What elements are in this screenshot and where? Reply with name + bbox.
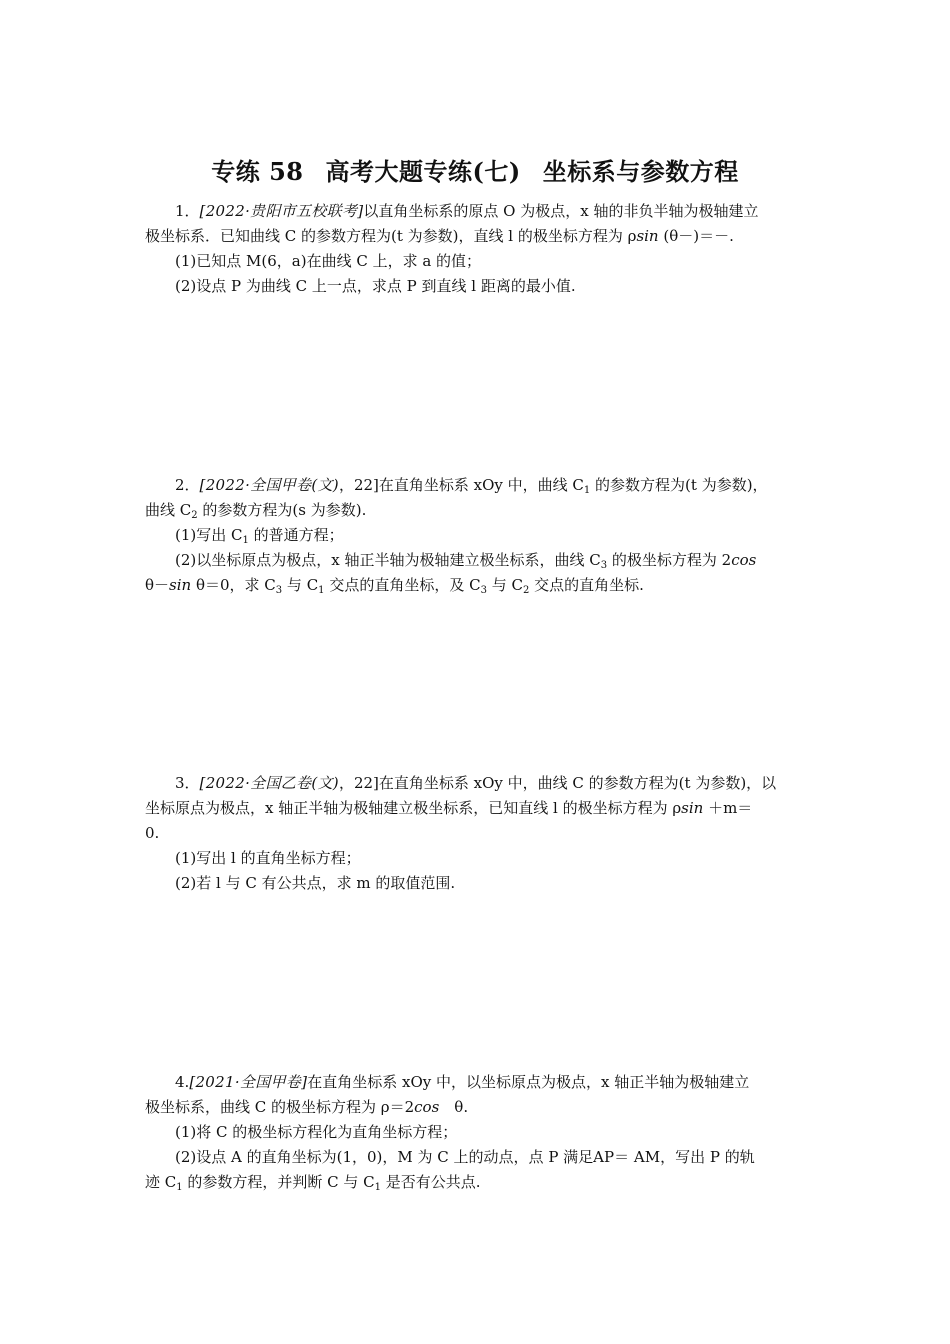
- title-topic: 高考大题专练(七): [325, 157, 521, 186]
- problem-3-line-2: 坐标原点为极点，x 轴正半轴为极轴建立极坐标系，已知直线 l 的极坐标方程为 ρsin ＋m＝: [145, 799, 753, 817]
- problem-3: [145, 771, 807, 896]
- problem-4: [145, 1070, 807, 1195]
- title-subject: 坐标系与参数方程: [542, 157, 739, 186]
- problem-2-line-5: θ－sin θ＝0，求 $C_3$ 与 $C_1$ 交点的直角坐标，及 $C_3$ 与 $C_2$ 交点的直角坐标.: [145, 576, 644, 596]
- problem-number: 2．: [175, 476, 200, 494]
- problem-2: [145, 473, 807, 598]
- problem-1-line-1: 1．[2022·贵阳市五校联考]以直角坐标系的原点 O 为极点，x 轴的非负半轴为极轴建立: [175, 202, 759, 220]
- problem-number: 1．: [175, 202, 200, 220]
- problem-1-question-1: (1)已知点 M(6，a)在曲线 C 上，求 a 的值；: [175, 252, 482, 270]
- problem-2-line-1: 2．[2022·全国甲卷(文)，22]在直角坐标系 xOy 中，曲线 $C_1$ 的参数方程为(t 为参数)，: [175, 476, 768, 496]
- problem-1-line-2: 极坐标系．已知曲线 C 的参数方程为(t 为参数)，直线 l 的极坐标方程为 ρsin (θ－)＝－.: [145, 227, 734, 245]
- problem-2-line-2: 曲线 $C_2$ 的参数方程为(s 为参数).: [145, 501, 367, 521]
- problem-number: 3．: [175, 774, 200, 792]
- title-series: 专练 58: [211, 157, 304, 186]
- problem-4-question-2: (2)设点 A 的直角坐标为(1，0)，M 为 C 上的动点，点 P 满足AP＝ AM，写出 P 的轨: [175, 1148, 755, 1166]
- problem-3-line-3: 0.: [145, 824, 160, 842]
- page-title: [0, 152, 950, 187]
- problem-1-question-2: (2)设点 P 为曲线 C 上一点，求点 P 到直线 l 距离的最小值.: [175, 277, 576, 295]
- problem-4-line-5: 迹 $C_1$ 的参数方程，并判断 C 与 $C_1$ 是否有公共点.: [145, 1173, 481, 1193]
- problem-source: [2022·全国甲卷(文): [199, 476, 339, 494]
- problem-4-line-2: 极坐标系，曲线 C 的极坐标方程为 ρ＝2cos θ.: [145, 1098, 469, 1116]
- problem-2-question-1: (1)写出 $C_1$ 的普通方程；: [175, 526, 344, 546]
- problem-4-question-1: (1)将 C 的极坐标方程化为直角坐标方程；: [175, 1123, 458, 1141]
- problem-4-line-1: 4.[2021·全国甲卷]在直角坐标系 xOy 中，以坐标原点为极点，x 轴正半轴为极轴建立: [175, 1073, 750, 1091]
- problem-source: [2021·全国甲卷]: [189, 1073, 308, 1091]
- problem-1: [145, 199, 807, 299]
- problem-source: [2022·全国乙卷(文): [199, 774, 339, 792]
- problem-2-question-2: (2)以坐标原点为极点，x 轴正半轴为极轴建立极坐标系，曲线 $C_3$ 的极坐标方程为 2cos: [175, 551, 757, 571]
- problem-3-line-1: 3．[2022·全国乙卷(文)，22]在直角坐标系 xOy 中，曲线 C 的参数方程为(t 为参数)，以: [175, 774, 777, 792]
- problem-source: [2022·贵阳市五校联考]: [199, 202, 364, 220]
- problem-number: 4.: [175, 1073, 190, 1091]
- problem-3-question-1: (1)写出 l 的直角坐标方程；: [175, 849, 361, 867]
- problem-3-question-2: (2)若 l 与 C 有公共点，求 m 的取值范围.: [175, 874, 456, 892]
